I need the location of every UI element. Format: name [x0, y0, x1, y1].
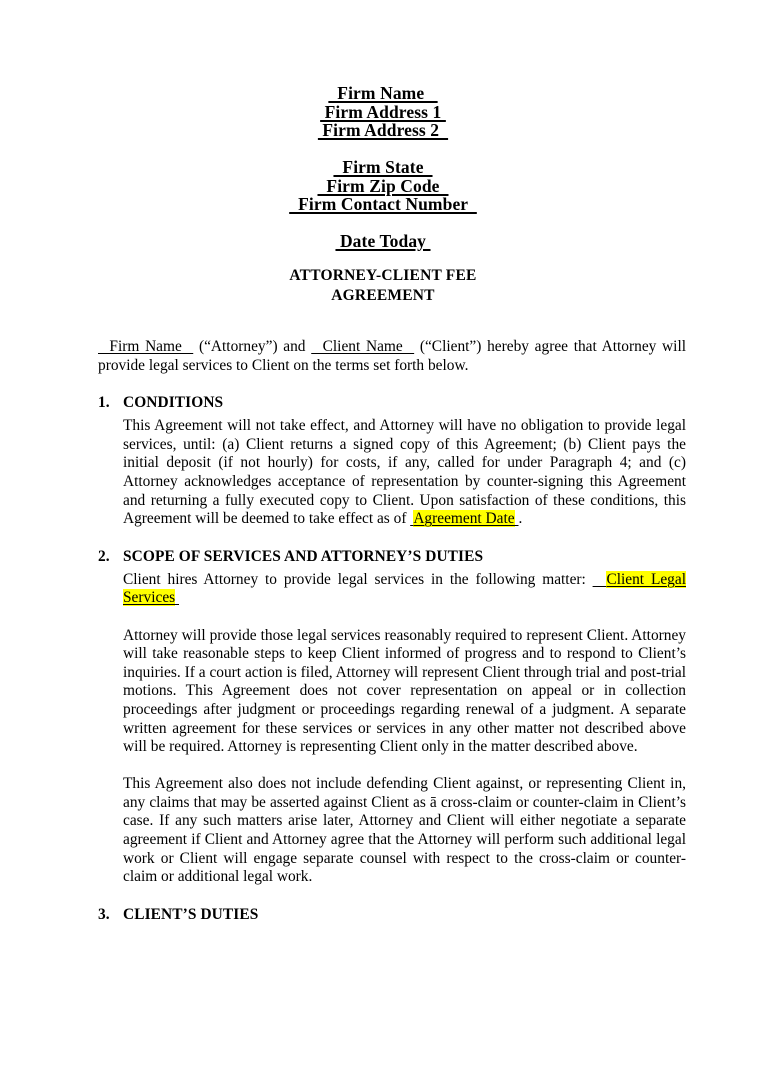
section-3-heading — [98, 905, 686, 924]
section-3-heading-text: CLIENT’S DUTIES — [123, 905, 259, 923]
client-legal-services-fill-trail — [175, 589, 179, 606]
section-1-heading-text: CONDITIONS — [123, 394, 224, 412]
letterhead-firm-contact-number: Firm Contact Number — [289, 194, 477, 214]
letterhead-firm-zip-code: Firm Zip Code — [317, 175, 449, 196]
section-conditions — [98, 393, 686, 529]
section-2-heading-text: SCOPE OF SERVICES AND ATTORNEY’S DUTIES — [123, 547, 484, 565]
letterhead-firm-state-line — [0, 158, 766, 177]
section-2-number: 2. — [98, 547, 110, 565]
intro-client-name-fill[interactable]: Client Name — [311, 338, 415, 355]
client-legal-services-value: Client Legal Services — [123, 570, 686, 607]
client-legal-services-fill-lead — [593, 571, 607, 588]
section-clients-duties — [98, 905, 686, 924]
document-title — [0, 266, 766, 306]
document-title-line-2: AGREEMENT — [331, 287, 435, 304]
letterhead — [0, 84, 766, 251]
section-1-paragraph — [123, 417, 686, 529]
section-2-paragraph-1 — [123, 571, 686, 608]
section-3-number: 3. — [98, 905, 110, 923]
letterhead-spacer-1 — [0, 140, 766, 159]
section-2-body — [98, 571, 686, 887]
agreement-date-fill[interactable] — [410, 510, 518, 527]
letterhead-firm-address-2-line — [0, 121, 766, 140]
section-1-body — [98, 417, 686, 529]
section-1-heading — [98, 393, 686, 412]
section-2-paragraph-3: This Agreement also does not include defending Client against, or representing Client in, any claims that may be asserted against Client as ā cross-claim or counter-claim in Client’s case. If any such matters arise later, Attorney and Client will either negotiate a separate agreement if Client and Attorney agree that the Attorney will perform such additional legal work or Client will engage separate counsel with respect to the cross-claim or counter-claim or additional legal work. — [123, 775, 686, 886]
letterhead-firm-zip-code-line — [0, 177, 766, 196]
letterhead-firm-state: Firm State — [333, 157, 433, 177]
section-2-heading — [98, 547, 686, 566]
letterhead-spacer-2 — [0, 214, 766, 233]
document-title-line-1: ATTORNEY-CLIENT FEE — [289, 267, 477, 284]
letterhead-firm-address-1: Firm Address 1 — [320, 101, 446, 122]
section-2-text-before-fill: Client hires Attorney to provide legal services in the following matter: — [123, 570, 593, 588]
section-2-paragraph-2: Attorney will provide those legal services reasonably required to represent Client. Attorney will take reasonable steps to keep Client informed of progress and to respond to Client’s inquiries. If a court action is filed, Attorney will represent Client through trial and post-trial motions. This Agreement does not cover representation on appeal or in collection proceedings after judgment or proceedings regarding renewal of a judgment. A separate written agreement for these services or services in any other matter not described above will be required. Attorney is representing Client only in the matter described above. — [123, 626, 686, 756]
intro-paragraph — [98, 338, 686, 375]
letterhead-firm-address-2: Firm Address 2 — [317, 120, 449, 140]
agreement-date-value: Agreement Date — [413, 510, 515, 528]
section-scope-of-services — [98, 547, 686, 887]
intro-firm-name-fill[interactable]: Firm Name — [98, 338, 194, 355]
intro-client-label: (“Client”) hereby agree that Attorney will provide legal services to Client on the terms set forth below. — [98, 338, 687, 374]
document-body — [98, 338, 686, 924]
letterhead-firm-name: Firm Name — [328, 83, 438, 103]
letterhead-firm-address-1-line — [0, 103, 766, 122]
letterhead-firm-name-line — [0, 84, 766, 103]
letterhead-firm-contact-number-line — [0, 195, 766, 214]
section-1-number: 1. — [98, 394, 110, 412]
section-1-text-before-fill: This Agreement will not take effect, and Attorney will have no obligation to provide legal services, until: (a) Client returns a signed copy of this Agreement; (b) Client pays the initial deposit (if not hourly) for costs, if any, called for under Paragraph 4; and (c) Attorney acknowledges acceptance of representation by counter-signing this Agreement and returning a fully executed copy to Client. Upon satisfaction of these conditions, this Agreement will be deemed to take effect as of — [123, 417, 686, 528]
letterhead-date-today: Date Today — [335, 231, 431, 251]
section-1-text-after-fill: . — [518, 510, 523, 528]
letterhead-date-today-line — [0, 232, 766, 251]
intro-attorney-label: (“Attorney”) and — [193, 338, 312, 355]
